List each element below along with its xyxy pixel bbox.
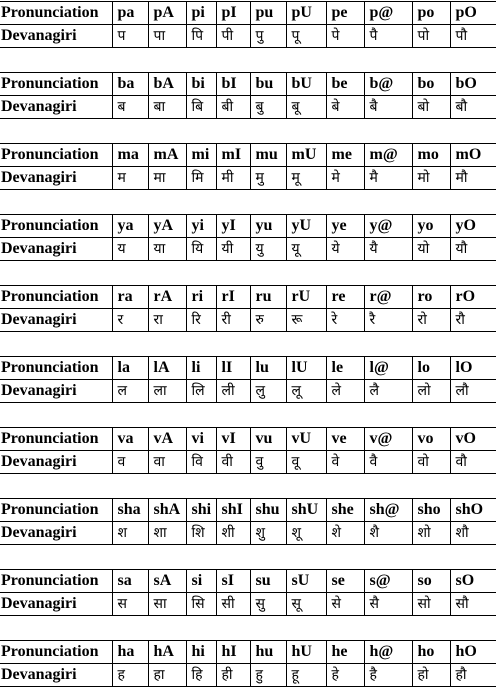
- pronunciation-cell: bo: [412, 73, 450, 96]
- pronunciation-cell: shA: [148, 499, 186, 522]
- pronunciation-cell: yo: [412, 215, 450, 238]
- devanagari-cell: वि: [186, 451, 216, 474]
- devanagari-label: Devanagiri: [0, 238, 112, 261]
- devanagari-label: Devanagiri: [0, 522, 112, 545]
- devanagari-cell: लि: [186, 380, 216, 403]
- devanagari-cell: रौ: [450, 309, 496, 332]
- spacer-cell: [0, 190, 496, 215]
- pronunciation-cell: shO: [450, 499, 496, 522]
- devanagari-cell: वी: [216, 451, 250, 474]
- pronunciation-cell: pa: [112, 2, 148, 25]
- devanagari-row: [0, 96, 496, 119]
- pronunciation-label: Pronunciation: [0, 357, 112, 380]
- devanagari-cell: सु: [250, 593, 286, 616]
- devanagari-cell: बू: [286, 96, 326, 119]
- pronunciation-label: Pronunciation: [0, 215, 112, 238]
- devanagari-cell: स: [112, 593, 148, 616]
- devanagari-cell: शै: [364, 522, 412, 545]
- devanagari-cell: म: [112, 167, 148, 190]
- spacer-cell: [0, 332, 496, 357]
- devanagari-cell: ल: [112, 380, 148, 403]
- pronunciation-cell: hu: [250, 641, 286, 664]
- devanagari-cell: श: [112, 522, 148, 545]
- pronunciation-cell: bA: [148, 73, 186, 96]
- group-spacer: [0, 545, 496, 570]
- pronunciation-cell: su: [250, 570, 286, 593]
- pronunciation-cell: lI: [216, 357, 250, 380]
- devanagari-cell: हु: [250, 664, 286, 687]
- pronunciation-cell: m@: [364, 144, 412, 167]
- pronunciation-cell: vO: [450, 428, 496, 451]
- group-spacer: [0, 48, 496, 73]
- pronunciation-label: Pronunciation: [0, 428, 112, 451]
- devanagari-cell: वै: [364, 451, 412, 474]
- devanagari-cell: सी: [216, 593, 250, 616]
- devanagari-label: Devanagiri: [0, 167, 112, 190]
- pronunciation-cell: pA: [148, 2, 186, 25]
- pronunciation-cell: sO: [450, 570, 496, 593]
- devanagari-cell: यी: [216, 238, 250, 261]
- devanagari-cell: ब: [112, 96, 148, 119]
- devanagari-label: Devanagiri: [0, 664, 112, 687]
- devanagari-cell: मु: [250, 167, 286, 190]
- pronunciation-row: [0, 73, 496, 96]
- devanagari-cell: वा: [148, 451, 186, 474]
- pronunciation-cell: shu: [250, 499, 286, 522]
- devanagari-cell: बे: [326, 96, 364, 119]
- devanagari-cell: सो: [412, 593, 450, 616]
- group-spacer: [0, 403, 496, 428]
- pronunciation-cell: hO: [450, 641, 496, 664]
- devanagari-row: [0, 664, 496, 687]
- devanagari-cell: लौ: [450, 380, 496, 403]
- devanagari-cell: शु: [250, 522, 286, 545]
- pronunciation-cell: b@: [364, 73, 412, 96]
- devanagari-cell: लु: [250, 380, 286, 403]
- devanagari-cell: रा: [148, 309, 186, 332]
- pronunciation-cell: mI: [216, 144, 250, 167]
- devanagari-row: [0, 309, 496, 332]
- devanagari-cell: हे: [326, 664, 364, 687]
- pronunciation-row: [0, 215, 496, 238]
- pronunciation-cell: sU: [286, 570, 326, 593]
- pronunciation-cell: r@: [364, 286, 412, 309]
- pronunciation-cell: sha: [112, 499, 148, 522]
- devanagari-cell: वू: [286, 451, 326, 474]
- devanagari-cell: यै: [364, 238, 412, 261]
- pronunciation-label: Pronunciation: [0, 570, 112, 593]
- devanagari-cell: पि: [186, 25, 216, 48]
- devanagari-cell: लो: [412, 380, 450, 403]
- devanagari-cell: लै: [364, 380, 412, 403]
- pronunciation-cell: ra: [112, 286, 148, 309]
- pronunciation-cell: sA: [148, 570, 186, 593]
- pronunciation-row: [0, 499, 496, 522]
- spacer-cell: [0, 48, 496, 73]
- devanagari-cell: रि: [186, 309, 216, 332]
- devanagari-label: Devanagiri: [0, 25, 112, 48]
- devanagari-cell: बै: [364, 96, 412, 119]
- pronunciation-cell: shi: [186, 499, 216, 522]
- devanagari-cell: रो: [412, 309, 450, 332]
- devanagari-cell: प: [112, 25, 148, 48]
- devanagari-cell: पू: [286, 25, 326, 48]
- pronunciation-cell: pO: [450, 2, 496, 25]
- devanagari-label: Devanagiri: [0, 380, 112, 403]
- pronunciation-cell: li: [186, 357, 216, 380]
- devanagari-cell: यौ: [450, 238, 496, 261]
- spacer-cell: [0, 616, 496, 641]
- devanagari-row: [0, 593, 496, 616]
- pronunciation-cell: sa: [112, 570, 148, 593]
- pronunciation-cell: hA: [148, 641, 186, 664]
- pronunciation-cell: rI: [216, 286, 250, 309]
- pronunciation-cell: hU: [286, 641, 326, 664]
- pronunciation-label: Pronunciation: [0, 144, 112, 167]
- pronunciation-cell: sho: [412, 499, 450, 522]
- devanagari-cell: मो: [412, 167, 450, 190]
- devanagari-cell: बी: [216, 96, 250, 119]
- group-spacer: [0, 119, 496, 144]
- devanagari-cell: पु: [250, 25, 286, 48]
- pronunciation-cell: pi: [186, 2, 216, 25]
- pronunciation-cell: lO: [450, 357, 496, 380]
- pronunciation-cell: bI: [216, 73, 250, 96]
- devanagari-row: [0, 522, 496, 545]
- pronunciation-cell: be: [326, 73, 364, 96]
- pronunciation-cell: vI: [216, 428, 250, 451]
- pronunciation-cell: re: [326, 286, 364, 309]
- pronunciation-cell: ve: [326, 428, 364, 451]
- devanagari-row: [0, 167, 496, 190]
- pronunciation-cell: ma: [112, 144, 148, 167]
- devanagari-row: [0, 380, 496, 403]
- devanagari-cell: पे: [326, 25, 364, 48]
- pronunciation-cell: ha: [112, 641, 148, 664]
- table-body: [0, 2, 496, 687]
- devanagari-cell: व: [112, 451, 148, 474]
- spacer-cell: [0, 403, 496, 428]
- pronunciation-cell: lA: [148, 357, 186, 380]
- devanagari-cell: मि: [186, 167, 216, 190]
- pronunciation-row: [0, 2, 496, 25]
- devanagari-cell: ले: [326, 380, 364, 403]
- pronunciation-cell: sI: [216, 570, 250, 593]
- devanagari-cell: शू: [286, 522, 326, 545]
- pronunciation-table: [0, 1, 496, 687]
- devanagari-cell: शो: [412, 522, 450, 545]
- pronunciation-cell: lU: [286, 357, 326, 380]
- devanagari-cell: ही: [216, 664, 250, 687]
- devanagari-cell: सौ: [450, 593, 496, 616]
- devanagari-cell: बौ: [450, 96, 496, 119]
- pronunciation-cell: me: [326, 144, 364, 167]
- devanagari-cell: वो: [412, 451, 450, 474]
- pronunciation-label: Pronunciation: [0, 641, 112, 664]
- pronunciation-cell: pe: [326, 2, 364, 25]
- group-spacer: [0, 332, 496, 357]
- devanagari-cell: हि: [186, 664, 216, 687]
- pronunciation-cell: mi: [186, 144, 216, 167]
- pronunciation-cell: po: [412, 2, 450, 25]
- pronunciation-cell: he: [326, 641, 364, 664]
- devanagari-cell: मौ: [450, 167, 496, 190]
- pronunciation-cell: lo: [412, 357, 450, 380]
- devanagari-cell: ये: [326, 238, 364, 261]
- pronunciation-cell: rU: [286, 286, 326, 309]
- pronunciation-cell: vo: [412, 428, 450, 451]
- group-spacer: [0, 616, 496, 641]
- devanagari-cell: ली: [216, 380, 250, 403]
- devanagari-cell: रू: [286, 309, 326, 332]
- pronunciation-cell: s@: [364, 570, 412, 593]
- devanagari-label: Devanagiri: [0, 593, 112, 616]
- devanagari-cell: है: [364, 664, 412, 687]
- pronunciation-cell: se: [326, 570, 364, 593]
- pronunciation-cell: va: [112, 428, 148, 451]
- devanagari-cell: शि: [186, 522, 216, 545]
- pronunciation-cell: bi: [186, 73, 216, 96]
- group-spacer: [0, 261, 496, 286]
- spacer-cell: [0, 119, 496, 144]
- devanagari-cell: यि: [186, 238, 216, 261]
- devanagari-cell: रै: [364, 309, 412, 332]
- devanagari-label: Devanagiri: [0, 451, 112, 474]
- pronunciation-row: [0, 357, 496, 380]
- devanagari-cell: वे: [326, 451, 364, 474]
- devanagari-cell: सू: [286, 593, 326, 616]
- pronunciation-cell: le: [326, 357, 364, 380]
- pronunciation-cell: mo: [412, 144, 450, 167]
- devanagari-cell: हो: [412, 664, 450, 687]
- devanagari-cell: वौ: [450, 451, 496, 474]
- devanagari-cell: हा: [148, 664, 186, 687]
- pronunciation-cell: ru: [250, 286, 286, 309]
- devanagari-cell: पौ: [450, 25, 496, 48]
- pronunciation-cell: p@: [364, 2, 412, 25]
- pronunciation-cell: mu: [250, 144, 286, 167]
- pronunciation-cell: shU: [286, 499, 326, 522]
- pronunciation-cell: la: [112, 357, 148, 380]
- pronunciation-cell: so: [412, 570, 450, 593]
- pronunciation-cell: v@: [364, 428, 412, 451]
- pronunciation-cell: mU: [286, 144, 326, 167]
- pronunciation-cell: vA: [148, 428, 186, 451]
- devanagari-cell: यू: [286, 238, 326, 261]
- devanagari-cell: बि: [186, 96, 216, 119]
- pronunciation-cell: rA: [148, 286, 186, 309]
- pronunciation-cell: mO: [450, 144, 496, 167]
- pronunciation-cell: ya: [112, 215, 148, 238]
- pronunciation-cell: ye: [326, 215, 364, 238]
- group-spacer: [0, 190, 496, 215]
- pronunciation-cell: yI: [216, 215, 250, 238]
- pronunciation-row: [0, 286, 496, 309]
- devanagari-cell: रे: [326, 309, 364, 332]
- devanagari-cell: ला: [148, 380, 186, 403]
- devanagari-row: [0, 238, 496, 261]
- pronunciation-cell: bO: [450, 73, 496, 96]
- devanagari-cell: सा: [148, 593, 186, 616]
- pronunciation-cell: hI: [216, 641, 250, 664]
- devanagari-cell: या: [148, 238, 186, 261]
- pronunciation-cell: bu: [250, 73, 286, 96]
- pronunciation-cell: yu: [250, 215, 286, 238]
- pronunciation-cell: si: [186, 570, 216, 593]
- devanagari-cell: यो: [412, 238, 450, 261]
- devanagari-cell: शौ: [450, 522, 496, 545]
- devanagari-row: [0, 451, 496, 474]
- spacer-cell: [0, 474, 496, 499]
- devanagari-cell: बा: [148, 96, 186, 119]
- pronunciation-row: [0, 641, 496, 664]
- devanagari-cell: यु: [250, 238, 286, 261]
- devanagari-cell: शे: [326, 522, 364, 545]
- pronunciation-cell: yU: [286, 215, 326, 238]
- pronunciation-cell: mA: [148, 144, 186, 167]
- pronunciation-label: Pronunciation: [0, 286, 112, 309]
- devanagari-cell: मै: [364, 167, 412, 190]
- devanagari-cell: सि: [186, 593, 216, 616]
- pronunciation-cell: ho: [412, 641, 450, 664]
- devanagari-cell: पो: [412, 25, 450, 48]
- devanagari-cell: लू: [286, 380, 326, 403]
- pronunciation-cell: y@: [364, 215, 412, 238]
- devanagari-cell: हौ: [450, 664, 496, 687]
- pronunciation-cell: pI: [216, 2, 250, 25]
- pronunciation-cell: sh@: [364, 499, 412, 522]
- devanagari-cell: ह: [112, 664, 148, 687]
- pronunciation-cell: yA: [148, 215, 186, 238]
- devanagari-label: Devanagiri: [0, 309, 112, 332]
- pronunciation-cell: h@: [364, 641, 412, 664]
- devanagari-cell: पा: [148, 25, 186, 48]
- devanagari-cell: री: [216, 309, 250, 332]
- pronunciation-label: Pronunciation: [0, 2, 112, 25]
- devanagari-cell: र: [112, 309, 148, 332]
- pronunciation-cell: ri: [186, 286, 216, 309]
- pronunciation-row: [0, 570, 496, 593]
- pronunciation-cell: vU: [286, 428, 326, 451]
- pronunciation-cell: pu: [250, 2, 286, 25]
- pronunciation-cell: lu: [250, 357, 286, 380]
- devanagari-cell: मा: [148, 167, 186, 190]
- devanagari-cell: य: [112, 238, 148, 261]
- pronunciation-cell: shI: [216, 499, 250, 522]
- devanagari-cell: मे: [326, 167, 364, 190]
- pronunciation-cell: bU: [286, 73, 326, 96]
- pronunciation-cell: she: [326, 499, 364, 522]
- devanagari-cell: पै: [364, 25, 412, 48]
- devanagari-cell: से: [326, 593, 364, 616]
- group-spacer: [0, 474, 496, 499]
- pronunciation-cell: ba: [112, 73, 148, 96]
- pronunciation-cell: rO: [450, 286, 496, 309]
- devanagari-row: [0, 25, 496, 48]
- devanagari-cell: वु: [250, 451, 286, 474]
- pronunciation-cell: vi: [186, 428, 216, 451]
- devanagari-cell: मी: [216, 167, 250, 190]
- devanagari-label: Devanagiri: [0, 96, 112, 119]
- pronunciation-cell: l@: [364, 357, 412, 380]
- pronunciation-row: [0, 428, 496, 451]
- pronunciation-cell: yO: [450, 215, 496, 238]
- pronunciation-cell: hi: [186, 641, 216, 664]
- devanagari-cell: रु: [250, 309, 286, 332]
- devanagari-cell: शा: [148, 522, 186, 545]
- pronunciation-label: Pronunciation: [0, 499, 112, 522]
- pronunciation-cell: vu: [250, 428, 286, 451]
- devanagari-cell: शी: [216, 522, 250, 545]
- pronunciation-label: Pronunciation: [0, 73, 112, 96]
- devanagari-cell: हू: [286, 664, 326, 687]
- pronunciation-cell: pU: [286, 2, 326, 25]
- spacer-cell: [0, 545, 496, 570]
- devanagari-cell: बो: [412, 96, 450, 119]
- spacer-cell: [0, 261, 496, 286]
- pronunciation-cell: yi: [186, 215, 216, 238]
- devanagari-cell: बु: [250, 96, 286, 119]
- devanagari-cell: सै: [364, 593, 412, 616]
- pronunciation-cell: ro: [412, 286, 450, 309]
- pronunciation-row: [0, 144, 496, 167]
- devanagari-cell: मू: [286, 167, 326, 190]
- devanagari-cell: पी: [216, 25, 250, 48]
